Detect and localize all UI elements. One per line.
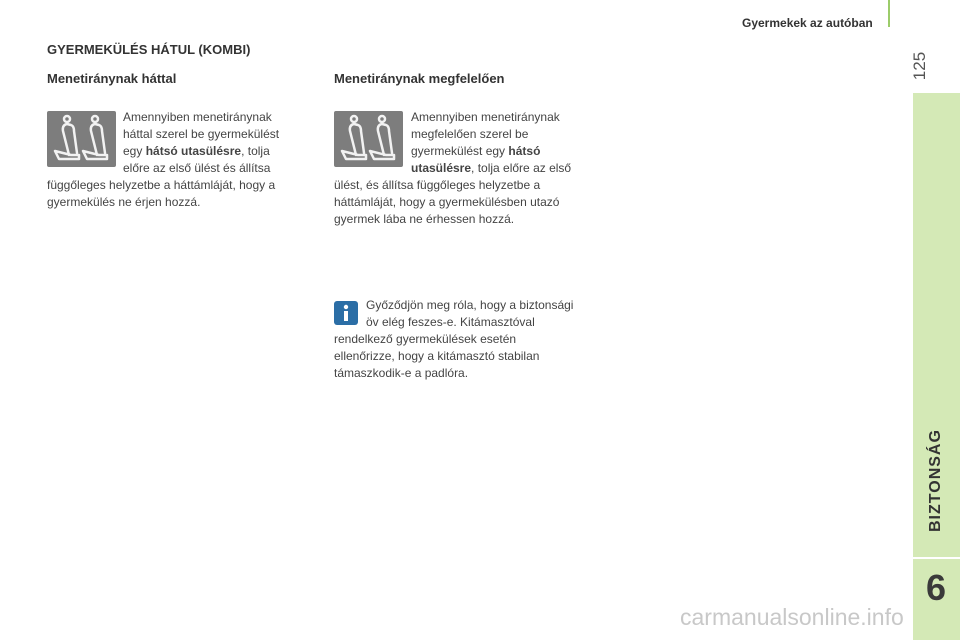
emphasis-seat: utasülésre	[411, 161, 472, 175]
running-header: Gyermekek az autóban	[742, 16, 873, 30]
section-label: BIZTONSÁG	[927, 429, 944, 532]
page-title: GYERMEKÜLÉS HÁTUL (KOMBI)	[47, 42, 251, 57]
emphasis-rear-seat: hátsó utasülésre	[145, 144, 242, 158]
text-line: ülést, és állítsa függőleges helyzetbe a	[334, 178, 541, 192]
right-column-intro	[411, 109, 571, 177]
text-line: Győződjön meg róla, hogy a biztonsági	[366, 298, 574, 312]
text-line: megfelelően szerel be	[411, 127, 529, 141]
text-line: Amennyiben menetiránynak	[411, 110, 560, 124]
text-line: előre az első ülést és állítsa	[123, 161, 271, 175]
text-line: gyermek lába ne érhessen hozzá.	[334, 212, 515, 226]
info-note-intro	[366, 297, 573, 331]
left-column-body	[47, 177, 275, 211]
text-fragment: , tolja előre az első	[471, 161, 572, 175]
info-note-body	[334, 331, 539, 382]
text-line: rendelkező gyermekülések esetén	[334, 332, 517, 346]
text-line: ellenőrizze, hogy a kitámasztó stabilan	[334, 349, 540, 363]
chapter-number: 6	[925, 567, 947, 608]
seat-icon-graphic	[47, 111, 116, 167]
seat-icon-graphic	[334, 111, 403, 167]
left-column-intro	[123, 109, 279, 177]
right-column-heading: Menetiránynak megfelelően	[334, 71, 505, 86]
text-line-group	[411, 160, 571, 177]
emphasis-rear: hátsó	[508, 144, 541, 158]
info-icon	[334, 301, 358, 325]
text-fragment: egy	[123, 144, 146, 158]
chapter-tab-divider	[913, 557, 960, 559]
text-line: Amennyiben menetiránynak	[123, 110, 272, 124]
text-fragment: , tolja	[241, 144, 270, 158]
text-line: háttal szerel be gyermekülést	[123, 127, 280, 141]
text-line: függőleges helyzetbe a háttámláját, hogy a	[47, 178, 276, 192]
page-number: 125	[910, 51, 930, 81]
watermark: carmanualsonline.info	[680, 604, 904, 630]
text-line-group	[411, 143, 571, 160]
header-rule	[888, 0, 890, 27]
seat-icon	[334, 111, 403, 167]
text-line: támaszkodik-e a padlóra.	[334, 366, 469, 380]
text-line: háttámláját, hogy a gyermekülésben utazó	[334, 195, 560, 209]
seat-icon	[47, 111, 116, 167]
right-column-body	[334, 177, 559, 228]
info-icon-graphic	[334, 301, 358, 325]
left-column-heading: Menetiránynak háttal	[47, 71, 177, 86]
text-fragment: gyermekülést egy	[411, 144, 509, 158]
text-line-group	[123, 143, 279, 160]
text-line: öv elég feszes-e. Kitámasztóval	[366, 315, 535, 329]
text-line: gyermekülés ne érjen hozzá.	[47, 195, 201, 209]
